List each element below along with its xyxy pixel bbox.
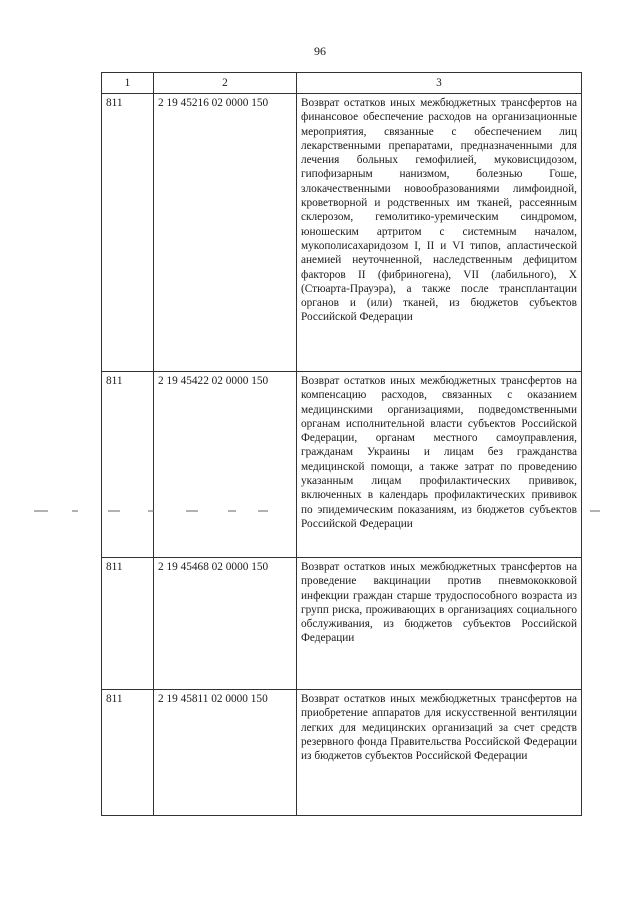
description-cell: Возврат остатков иных межбюджетных трансфертов на компенсацию расходов, связанных с оказанием медицинскими организациями, подведомственными органам исполнительной власти субъектов Российской Федерации, органам местного самоуправления, гражданам Украины и лицам без гражданства медицинской помощи, а также затрат по проведению указанным лицам профилактических прививок, включенных в календарь профилактических прививок по эпидемическим показаниям, из бюджетов субъектов Российской Федерации <box>297 372 582 558</box>
table-row <box>102 94 582 372</box>
table-header-row <box>102 73 582 94</box>
table-row <box>102 558 582 690</box>
column-header-3: 3 <box>297 73 582 94</box>
description-cell: Возврат остатков иных межбюджетных трансфертов на финансовое обеспечение расходов на организационные мероприятия, связанные с обеспечением лиц лекарственными препаратами, предназначенными для лечения больных гемофилией, муковисцидозом, гипофизарным нанизмом, болезнью Гоше, злокачественными новообразованиями лимфоидной, кроветворной и родственных им тканей, рассеянным склерозом, гемолитико-уремическим синдромом, юношеским артритом с системным началом, мукополисахаридозом I, II и VI типов, апластической анемией неуточненной, наследственным дефицитом факторов II (фибриногена), VII (лабильного), X (Стюарта-Прауэра), а также после трансплантации органов и (или) тканей, из бюджетов субъектов Российской Федерации <box>297 94 582 372</box>
table-row <box>102 690 582 816</box>
description-cell: Возврат остатков иных межбюджетных трансфертов на проведение вакцинации против пневмококковой инфекции граждан старше трудоспособного возраста из групп риска, проживающих в организациях социального обслуживания, из бюджетов субъектов Российской Федерации <box>297 558 582 690</box>
budget-code-cell: 2 19 45468 02 0000 150 <box>154 558 297 690</box>
budget-code-cell: 2 19 45216 02 0000 150 <box>154 94 297 372</box>
column-header-1: 1 <box>102 73 154 94</box>
scan-dash-marks <box>0 506 640 516</box>
table-row <box>102 372 582 558</box>
admin-code-cell: 811 <box>102 94 154 372</box>
description-cell: Возврат остатков иных межбюджетных трансфертов на приобретение аппаратов для искусственной вентиляции легких для медицинских организаций за счет средств резервного фонда Правительства Российской Федерации из бюджетов субъектов Российской Федерации <box>297 690 582 816</box>
column-header-2: 2 <box>154 73 297 94</box>
admin-code-cell: 811 <box>102 558 154 690</box>
budget-code-cell: 2 19 45422 02 0000 150 <box>154 372 297 558</box>
page-number: 96 <box>314 44 326 58</box>
budget-codes-table <box>101 72 582 816</box>
budget-code-cell: 2 19 45811 02 0000 150 <box>154 690 297 816</box>
admin-code-cell: 811 <box>102 372 154 558</box>
admin-code-cell: 811 <box>102 690 154 816</box>
